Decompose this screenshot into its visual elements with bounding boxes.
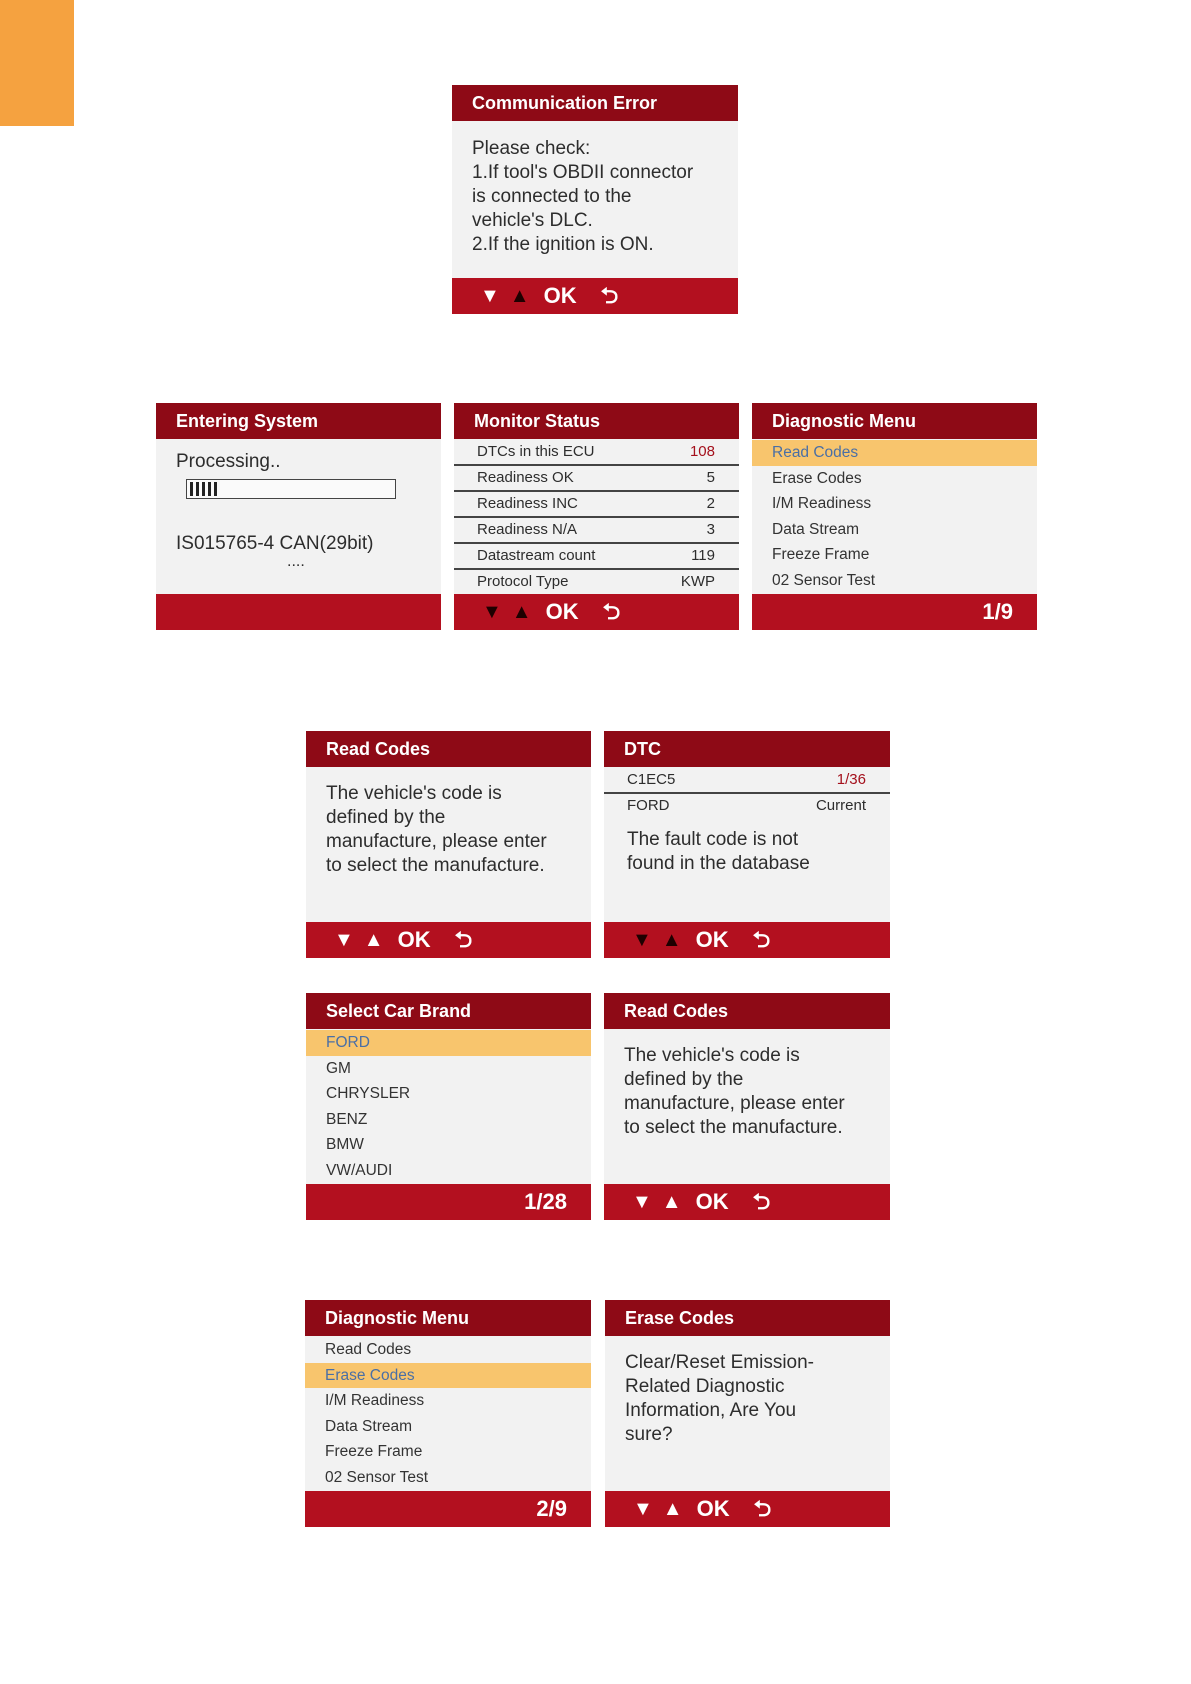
arrow-down-icon[interactable]: ▼ <box>632 1191 652 1213</box>
message-line: The vehicle's code is <box>624 1045 800 1066</box>
menu-item-freeze-frame[interactable]: Freeze Frame <box>325 1443 423 1460</box>
dtc-status: Current <box>815 797 866 814</box>
table-row <box>454 518 739 544</box>
footer-bar <box>752 594 1037 630</box>
dtc-index: 1/36 <box>836 771 866 788</box>
dtc-code: C1EC5 <box>627 771 676 788</box>
brand-item-chrysler[interactable]: CHRYSLER <box>326 1085 411 1102</box>
menu-item-im-readiness[interactable]: I/M Readiness <box>772 495 872 512</box>
menu-item-read-codes[interactable]: Read Codes <box>752 440 1037 466</box>
table-row <box>454 466 739 492</box>
monitor-table <box>454 440 739 594</box>
footer-nav <box>452 278 738 314</box>
menu-item-o2-sensor-test[interactable]: 02 Sensor Test <box>772 571 876 589</box>
row-label: Datastream count <box>477 547 596 564</box>
ok-button[interactable]: OK <box>543 283 577 308</box>
loading-dots: .... <box>287 553 305 570</box>
page-indicator: 1/28 <box>524 1189 567 1214</box>
message-line: 1.If tool's OBDII connector <box>472 162 694 183</box>
row-value: 108 <box>689 443 715 460</box>
brand-item-gm[interactable]: GM <box>326 1059 351 1077</box>
footer-nav <box>605 1491 890 1527</box>
message-line: to select the manufacture. <box>624 1117 843 1138</box>
menu-list <box>305 1337 591 1490</box>
arrow-up-icon[interactable]: ▲ <box>661 929 682 951</box>
orange-tab-marker <box>0 0 74 126</box>
screen-diagnostic-menu <box>752 403 1037 630</box>
screen-title: Communication Error <box>452 85 738 121</box>
message-line: manufacture, please enter <box>624 1093 845 1114</box>
message-line: to select the manufacture. <box>326 855 545 876</box>
menu-item-data-stream[interactable]: Data Stream <box>772 520 860 538</box>
row-value: 2 <box>706 495 715 512</box>
message-line: Information, Are You <box>625 1400 797 1421</box>
row-value: 5 <box>706 469 715 486</box>
footer-bar <box>306 1184 591 1220</box>
menu-item-freeze-frame[interactable]: Freeze Frame <box>772 546 870 563</box>
dtc-info <box>604 768 890 818</box>
screen-communication-error <box>452 85 738 314</box>
back-icon[interactable]: ⮌ <box>752 1189 771 1214</box>
message <box>472 137 720 257</box>
footer-bar <box>305 1491 591 1527</box>
screen-title: Select Car Brand <box>306 993 591 1029</box>
message-line: The fault code is not <box>627 829 799 850</box>
brand-item-benz[interactable]: BENZ <box>326 1110 368 1128</box>
arrow-up-icon[interactable]: ▲ <box>511 601 532 623</box>
message-line: vehicle's DLC. <box>472 210 593 231</box>
row-label: Readiness OK <box>477 469 574 486</box>
screen-title: Read Codes <box>306 731 591 767</box>
arrow-down-icon[interactable]: ▼ <box>482 601 502 623</box>
menu-item-erase-codes[interactable]: Erase Codes <box>772 469 862 487</box>
protocol-label: IS015765-4 CAN(29bit) <box>176 533 374 554</box>
footer-nav <box>454 594 739 630</box>
table-row <box>454 570 739 594</box>
brand-list <box>306 1030 591 1183</box>
back-icon[interactable]: ⮌ <box>454 927 473 952</box>
row-label: Protocol Type <box>477 573 569 590</box>
ok-button[interactable]: OK <box>397 927 431 952</box>
screen-title: Read Codes <box>604 993 890 1029</box>
page-indicator: 1/9 <box>982 599 1013 624</box>
screen-title: Diagnostic Menu <box>752 403 1037 439</box>
screen-entering-system <box>156 403 441 630</box>
message-line: Please check: <box>472 138 591 159</box>
row-label: DTCs in this ECU <box>477 443 595 460</box>
message-line: found in the database <box>627 853 810 874</box>
menu-list <box>752 440 1037 593</box>
back-icon[interactable]: ⮌ <box>602 599 621 624</box>
arrow-up-icon[interactable]: ▲ <box>509 285 530 307</box>
footer-nav <box>604 1184 890 1220</box>
arrow-down-icon[interactable]: ▼ <box>480 285 500 307</box>
message-line: manufacture, please enter <box>326 831 547 852</box>
message-line: Related Diagnostic <box>625 1376 785 1397</box>
message <box>326 782 573 878</box>
message-line: 2.If the ignition is ON. <box>472 234 654 255</box>
ok-button[interactable]: OK <box>696 1496 730 1521</box>
menu-item-data-stream[interactable]: Data Stream <box>325 1417 413 1435</box>
brand-item-ford[interactable]: FORD <box>306 1030 591 1056</box>
message-line: The vehicle's code is <box>326 783 502 804</box>
processing-label: Processing.. <box>176 451 281 472</box>
back-icon[interactable]: ⮌ <box>753 1496 772 1521</box>
screen-monitor-status <box>454 403 739 630</box>
table-row <box>454 492 739 518</box>
arrow-up-icon[interactable]: ▲ <box>363 929 384 951</box>
back-icon[interactable]: ⮌ <box>600 283 619 308</box>
back-icon[interactable]: ⮌ <box>752 927 771 952</box>
ok-button[interactable]: OK <box>545 599 579 624</box>
message-line: defined by the <box>326 807 446 828</box>
row-value: KWP <box>680 573 715 590</box>
message <box>627 828 872 876</box>
progress-bar <box>186 479 396 499</box>
table-row <box>454 544 739 570</box>
screen-erase-codes <box>605 1300 890 1527</box>
message <box>624 1044 872 1140</box>
row-value: 119 <box>691 547 715 564</box>
message-line: Clear/Reset Emission- <box>625 1352 814 1373</box>
footer-nav <box>604 922 890 958</box>
screen-title: Monitor Status <box>454 403 739 439</box>
arrow-down-icon[interactable]: ▼ <box>334 929 354 951</box>
screen-dtc <box>604 731 890 958</box>
menu-item-read-codes[interactable]: Read Codes <box>325 1341 412 1358</box>
row-label: Readiness INC <box>477 495 578 512</box>
screen-title: Erase Codes <box>605 1300 890 1336</box>
page-indicator: 2/9 <box>536 1496 567 1521</box>
ok-button[interactable]: OK <box>695 1189 729 1214</box>
footer-nav <box>306 922 591 958</box>
dtc-brand-row <box>604 794 890 818</box>
dtc-brand: FORD <box>627 797 670 814</box>
menu-item-o2-sensor-test[interactable]: 02 Sensor Test <box>325 1468 429 1486</box>
screen-diagnostic-menu-2 <box>305 1300 591 1527</box>
menu-item-erase-codes[interactable]: Erase Codes <box>305 1363 591 1389</box>
row-label: Readiness N/A <box>477 521 578 538</box>
footer-bar <box>156 594 441 630</box>
arrow-down-icon[interactable]: ▼ <box>632 929 652 951</box>
brand-item-vw-audi[interactable]: VW/AUDI <box>326 1161 393 1179</box>
message-line: sure? <box>625 1424 673 1445</box>
screen-read-codes-2 <box>604 993 890 1220</box>
screen-title: Diagnostic Menu <box>305 1300 591 1336</box>
screen-select-car-brand <box>306 993 591 1220</box>
message-line: is connected to the <box>472 186 632 207</box>
arrow-up-icon[interactable]: ▲ <box>661 1191 682 1213</box>
row-value: 3 <box>706 521 715 538</box>
message <box>625 1351 872 1447</box>
menu-item-im-readiness[interactable]: I/M Readiness <box>325 1392 425 1409</box>
dtc-code-row <box>604 768 890 794</box>
ok-button[interactable]: OK <box>695 927 729 952</box>
screen-title: Entering System <box>156 403 441 439</box>
arrow-up-icon[interactable]: ▲ <box>662 1498 683 1520</box>
brand-item-bmw[interactable]: BMW <box>326 1136 364 1153</box>
screen-title: DTC <box>604 731 890 767</box>
table-row <box>454 440 739 466</box>
arrow-down-icon[interactable]: ▼ <box>633 1498 653 1520</box>
message-line: defined by the <box>624 1069 744 1090</box>
screen-read-codes <box>306 731 591 958</box>
